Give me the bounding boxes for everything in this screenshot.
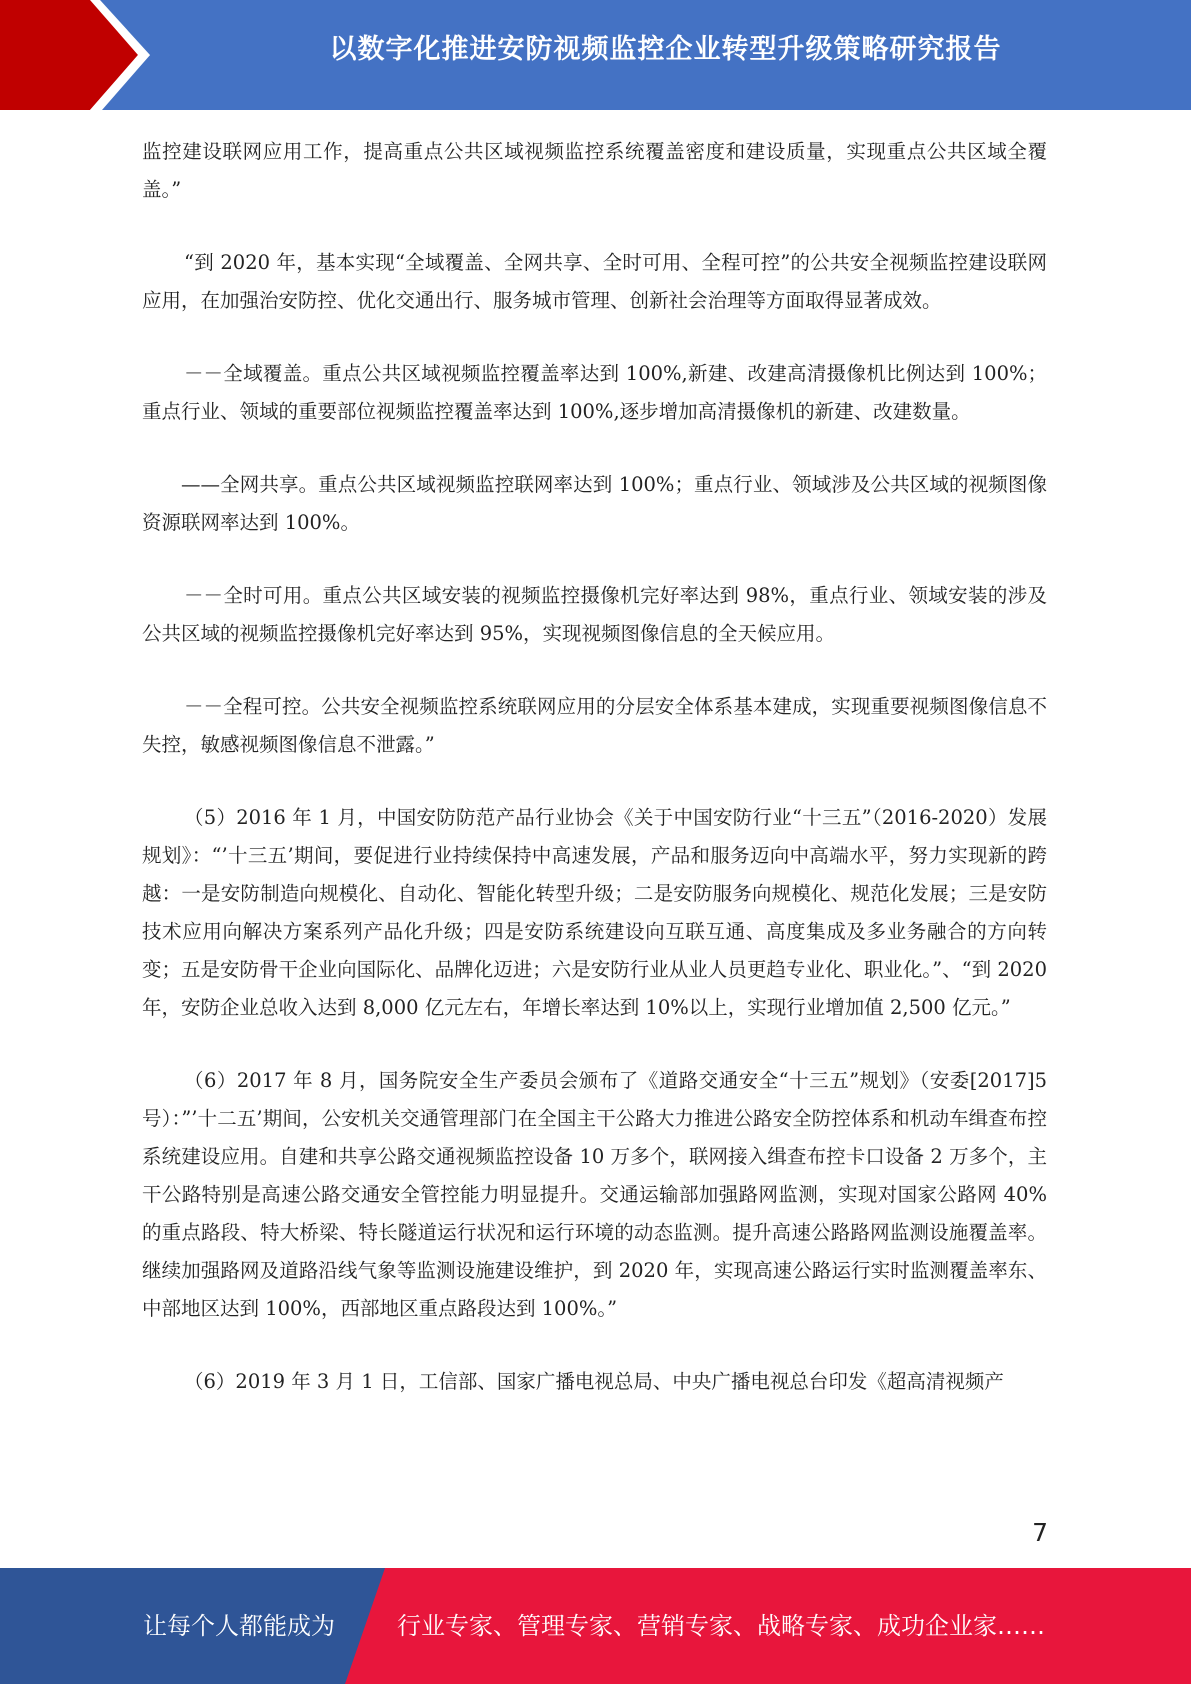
document-body — [142, 133, 1047, 1436]
page-footer — [0, 1568, 1191, 1684]
paragraph: －－全时可用。重点公共区域安装的视频监控摄像机完好率达到 98%，重点行业、领域安装的涉及公共区域的视频监控摄像机完好率达到 95%，实现视频图像信息的全天候应用。 — [142, 584, 1047, 645]
page-number: 7 — [1032, 1518, 1048, 1547]
footer-slogan-right: 行业专家、管理专家、营销专家、战略专家、成功企业家…… — [397, 1612, 1045, 1640]
paragraph: （5）2016 年 1 月，中国安防防范产品行业协会《关于中国安防行业“十三五”（2016-2020）发展规划》：“’十三五’期间，要促进行业持续保持中高速发展，产品和服务迈向中高端水平，努力实现新的跨越：一是安防制造向规模化、自动化、智能化转型升级；二是安防服务向规模化、规范化发展；三是安防技术应用向解决方案系列产品化升级；四是安防系统建设向互联互通、高度集成及多业务融合的方向转变；五是安防骨干企业向国际化、品牌化迈进；六是安防行业从业人员更趋专业化、职业化。”、“到 2020 年，安防企业总收入达到 8,000 亿元左右，年增长率达到 10%以上，实现行业增加值 2,500 亿元。” — [142, 806, 1047, 1019]
paragraph: －－全程可控。公共安全视频监控系统联网应用的分层安全体系基本建成，实现重要视频图像信息不失控，敏感视频图像信息不泄露。” — [142, 695, 1047, 756]
paragraph: （6）2019 年 3 月 1 日，工信部、国家广播电视总局、中央广播电视总台印发《超高清视频产 — [184, 1370, 1004, 1393]
page-header — [0, 0, 1191, 110]
paragraph: －－全域覆盖。重点公共区域视频监控覆盖率达到 100%,新建、改建高清摄像机比例达到 100%；重点行业、领域的重要部位视频监控覆盖率达到 100%,逐步增加高清摄像机的新建、改建数量。 — [142, 362, 1047, 423]
paragraph: ——全网共享。重点公共区域视频监控联网率达到 100%；重点行业、领域涉及公共区域的视频图像资源联网率达到 100%。 — [142, 473, 1047, 534]
paragraph: “到 2020 年，基本实现“全域覆盖、全网共享、全时可用、全程可控”的公共安全视频监控建设联网应用，在加强治安防控、优化交通出行、服务城市管理、创新社会治理等方面取得显著成效。 — [142, 251, 1047, 312]
paragraph: （6）2017 年 8 月，国务院安全生产委员会颁布了《道路交通安全“十三五”规划》（安委[2017]5 号）：”’十二五’期间，公安机关交通管理部门在全国主干公路大力推进公路安全防控体系和机动车缉查布控系统建设应用。自建和共享公路交通视频监控设备 10 万多个，联网接入缉查布控卡口设备 2 万多个，主干公路特别是高速公路交通安全管控能力明显提升。交通运输部加强路网监测，实现对国家公路网 40%的重点路段、特大桥梁、特长隧道运行状况和运行环境的动态监测。提升高速公路路网监测设施覆盖率。继续加强路网及道路沿线气象等监测设施建设维护，到 2020 年，实现高速公路运行实时监测覆盖率东、中部地区达到 100%，西部地区重点路段达到 100%。” — [142, 1069, 1047, 1320]
footer-slogan-left: 让每个人都能成为 — [143, 1612, 335, 1640]
header-title: 以数字化推进安防视频监控企业转型升级策略研究报告 — [329, 34, 1002, 65]
paragraph: 监控建设联网应用工作，提高重点公共区域视频监控系统覆盖密度和建设质量，实现重点公共区域全覆盖。” — [142, 140, 1047, 201]
